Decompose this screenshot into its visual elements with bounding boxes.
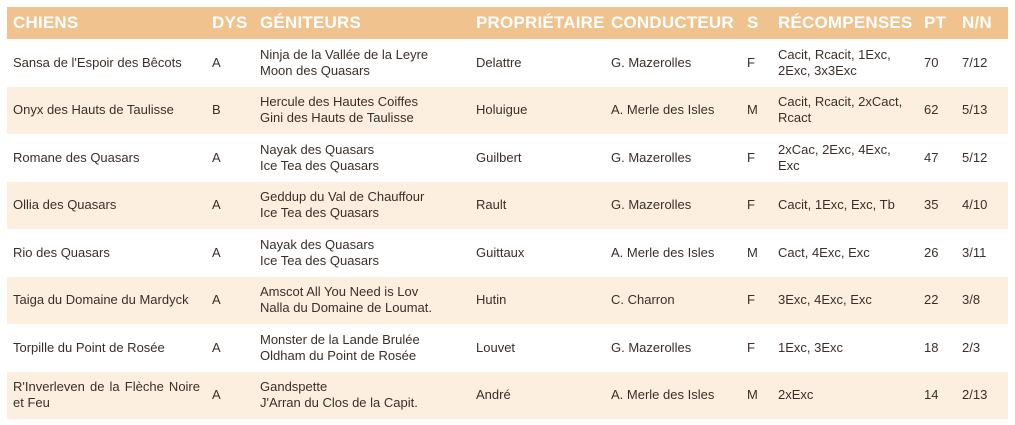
table-row [7, 372, 1008, 420]
table-row [7, 229, 1008, 277]
header-proprietaire: PROPRIÉTAIRE [470, 7, 605, 39]
cell-dys: A [206, 372, 254, 420]
cell-pt: 14 [918, 372, 956, 420]
cell-recompenses [772, 372, 918, 420]
cell-recompenses [772, 134, 918, 182]
sire-name: Gandspette [260, 379, 328, 395]
table-row [7, 39, 1008, 87]
sire-name: Nayak des Quasars [260, 236, 375, 252]
awards-line-1: Cacit, Rcacit, 2xCact, [778, 94, 903, 110]
awards-line-2: 2Exc, 3x3Exc [778, 62, 857, 78]
awards-line-2: Rcact [778, 110, 812, 126]
cell-dys: A [206, 39, 254, 87]
header-conducteur: CONDUCTEUR [605, 7, 741, 39]
cell-proprietaire: Holuigue [470, 87, 605, 135]
cell-conducteur: A. Merle des Isles [605, 87, 741, 135]
awards-line-1: 3Exc, 4Exc, Exc [778, 292, 872, 308]
header-s: S [741, 7, 772, 39]
cell-sexe: M [741, 372, 772, 420]
cell-geniteurs [254, 324, 470, 372]
sire-name: Nayak des Quasars [260, 141, 375, 157]
cell-geniteurs [254, 39, 470, 87]
cell-geniteurs [254, 87, 470, 135]
sire-name: Hercule des Hautes Coiffes [260, 94, 419, 110]
cell-pt: 18 [918, 324, 956, 372]
cell-conducteur: G. Mazerolles [605, 39, 741, 87]
cell-dys: A [206, 134, 254, 182]
cell-pt: 47 [918, 134, 956, 182]
dam-name: Ice Tea des Quasars [260, 252, 379, 268]
cell-recompenses [772, 182, 918, 230]
cell-conducteur: C. Charron [605, 277, 741, 325]
awards-line-1: Cact, 4Exc, Exc [778, 244, 870, 260]
awards-line-1: 2xCac, 2Exc, 4Exc, [778, 141, 891, 157]
cell-recompenses [772, 277, 918, 325]
cell-sexe: F [741, 324, 772, 372]
cell-pt: 22 [918, 277, 956, 325]
cell-pt: 70 [918, 39, 956, 87]
awards-line-1: 2xExc [778, 387, 814, 403]
cell-proprietaire: Hutin [470, 277, 605, 325]
results-table [7, 7, 1008, 419]
cell-conducteur: A. Merle des Isles [605, 372, 741, 420]
cell-sexe: F [741, 182, 772, 230]
cell-proprietaire: Rault [470, 182, 605, 230]
dam-name: Moon des Quasars [260, 62, 370, 78]
sire-name: Amscot All You Need is Lov [260, 284, 419, 300]
cell-sexe: F [741, 134, 772, 182]
table-row [7, 277, 1008, 325]
dam-name: Ice Tea des Quasars [260, 157, 379, 173]
cell-recompenses [772, 87, 918, 135]
cell-nn: 5/12 [956, 134, 1008, 182]
cell-geniteurs [254, 372, 470, 420]
awards-line-1: 1Exc, 3Exc [778, 339, 844, 355]
cell-sexe: F [741, 39, 772, 87]
cell-chien: Sansa de l'Espoir des Bêcots [7, 39, 206, 87]
cell-chien: Ollia des Quasars [7, 182, 206, 230]
cell-dys: A [206, 324, 254, 372]
header-recompenses: RÉCOMPENSES [772, 7, 918, 39]
awards-line-1: Cacit, 1Exc, Exc, Tb [778, 197, 895, 213]
cell-nn: 7/12 [956, 39, 1008, 87]
dam-name: Nalla du Domaine de Loumat. [260, 300, 432, 316]
cell-geniteurs [254, 277, 470, 325]
cell-pt: 62 [918, 87, 956, 135]
cell-chien: R'Inverleven de la Flèche Noire et Feu [7, 372, 206, 420]
awards-line-2: Exc [778, 157, 800, 173]
cell-chien: Romane des Quasars [7, 134, 206, 182]
cell-dys: A [206, 182, 254, 230]
sire-name: Monster de la Lande Brulée [260, 331, 420, 347]
table-row [7, 182, 1008, 230]
cell-nn: 3/11 [956, 229, 1008, 277]
header-chiens: CHIENS [7, 7, 206, 39]
dam-name: Oldham du Point de Rosée [260, 347, 417, 363]
cell-chien: Onyx des Hauts de Taulisse [7, 87, 206, 135]
cell-proprietaire: Delattre [470, 39, 605, 87]
header-geniteurs: GÉNITEURS [254, 7, 470, 39]
sire-name: Ninja de la Vallée de la Leyre [260, 46, 429, 62]
cell-conducteur: G. Mazerolles [605, 182, 741, 230]
cell-proprietaire: André [470, 372, 605, 420]
cell-nn: 2/3 [956, 324, 1008, 372]
dam-name: Gini des Hauts de Taulisse [260, 110, 414, 126]
dam-name: J'Arran du Clos de la Capit. [260, 395, 418, 411]
cell-geniteurs [254, 182, 470, 230]
awards-line-1: Cacit, Rcacit, 1Exc, [778, 46, 891, 62]
cell-chien: Taiga du Domaine du Mardyck [7, 277, 206, 325]
header-nn: N/N [956, 7, 1008, 39]
cell-sexe: F [741, 277, 772, 325]
header-dys: DYS [206, 7, 254, 39]
cell-proprietaire: Guilbert [470, 134, 605, 182]
cell-pt: 26 [918, 229, 956, 277]
cell-sexe: M [741, 87, 772, 135]
cell-chien: Rio des Quasars [7, 229, 206, 277]
cell-nn: 3/8 [956, 277, 1008, 325]
cell-recompenses [772, 39, 918, 87]
cell-recompenses [772, 229, 918, 277]
cell-proprietaire: Louvet [470, 324, 605, 372]
cell-nn: 2/13 [956, 372, 1008, 420]
table-row [7, 134, 1008, 182]
table-row [7, 324, 1008, 372]
cell-geniteurs [254, 229, 470, 277]
dam-name: Ice Tea des Quasars [260, 205, 379, 221]
cell-conducteur: G. Mazerolles [605, 324, 741, 372]
cell-sexe: M [741, 229, 772, 277]
cell-chien: Torpille du Point de Rosée [7, 324, 206, 372]
header-pt: PT [918, 7, 956, 39]
header-row [7, 7, 1008, 39]
cell-conducteur: A. Merle des Isles [605, 229, 741, 277]
cell-nn: 5/13 [956, 87, 1008, 135]
cell-pt: 35 [918, 182, 956, 230]
cell-dys: A [206, 229, 254, 277]
cell-geniteurs [254, 134, 470, 182]
cell-dys: B [206, 87, 254, 135]
sire-name: Geddup du Val de Chauffour [260, 189, 425, 205]
cell-nn: 4/10 [956, 182, 1008, 230]
cell-dys: A [206, 277, 254, 325]
table-row [7, 87, 1008, 135]
cell-conducteur: G. Mazerolles [605, 134, 741, 182]
cell-recompenses [772, 324, 918, 372]
cell-proprietaire: Guittaux [470, 229, 605, 277]
